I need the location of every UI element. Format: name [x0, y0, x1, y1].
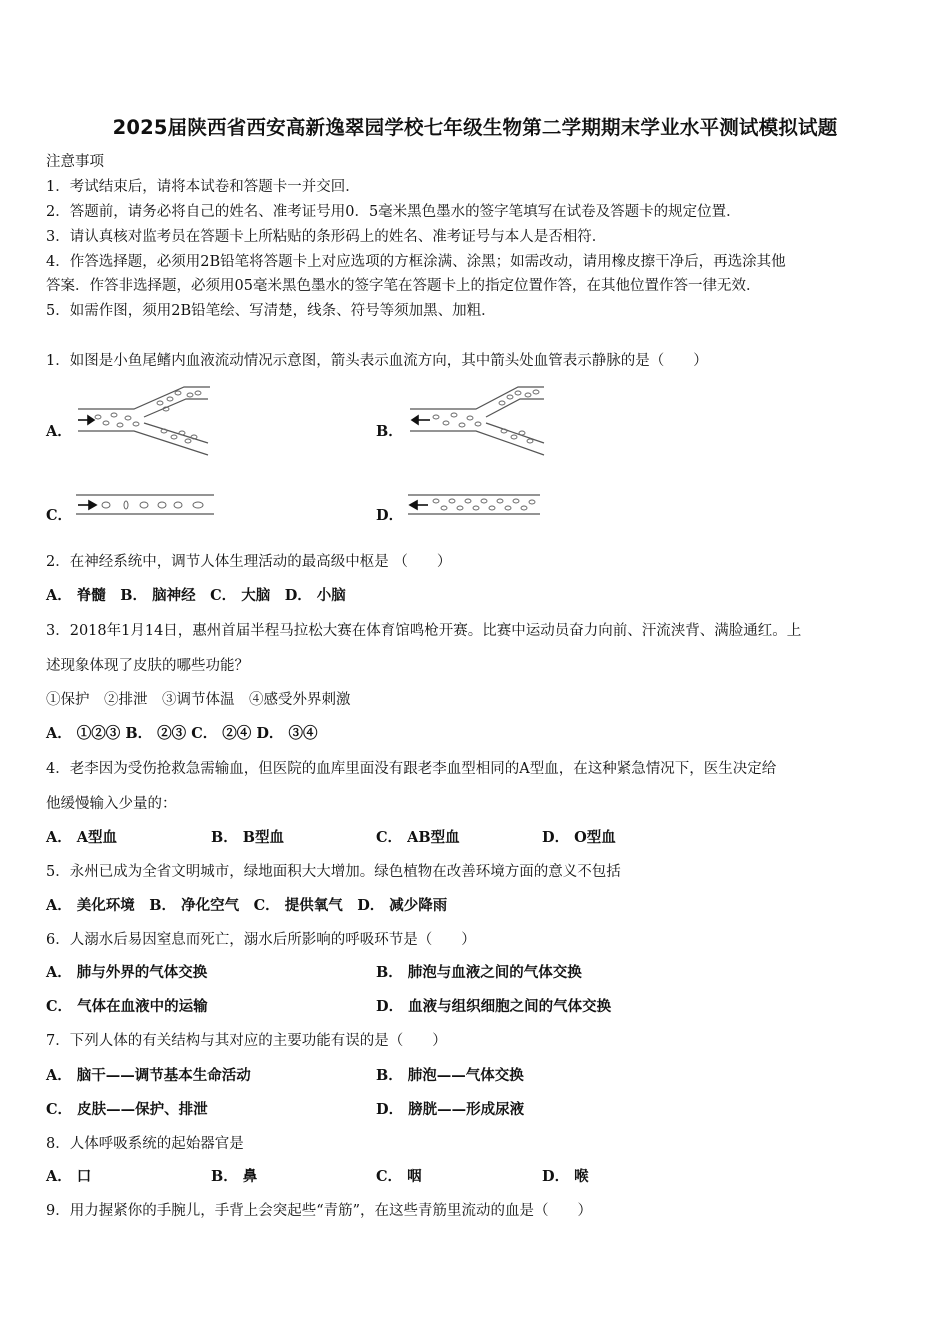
- q6-option-d: D． 血液与组织细胞之间的气体交换: [376, 998, 612, 1015]
- q7-option-c: C． 皮肤——保护、排泄: [46, 1101, 208, 1118]
- notes-item-4b: 答案．作答非选择题，必须用05毫米黑色墨水的签字笔在答题卡上的指定位置作答，在其他位置作答一律无效．: [46, 278, 761, 294]
- q6-option-a: A． 肺与外界的气体交换: [46, 964, 208, 981]
- notes-item-5: 5．如需作图，须用2B铅笔绘、写清楚，线条、符号等须加黑、加粗．: [46, 303, 496, 319]
- q9-stem: 9．用力握紧你的手腕儿，手背上会突起些“青筋”，在这些青筋里流动的血是（ ）: [46, 1203, 593, 1219]
- q7-option-d: D． 膀胱——形成尿液: [376, 1101, 525, 1118]
- q3-items: ①保护 ②排泄 ③调节体温 ④感受外界刺激: [46, 692, 351, 708]
- q1-figure-a: [74, 385, 214, 457]
- q6-stem: 6．人溺水后易因窒息而死亡，溺水后所影响的呼吸环节是（ ）: [46, 932, 476, 948]
- q5-options: A． 美化环境 B． 净化空气 C． 提供氧气 D． 减少降雨: [46, 897, 448, 914]
- q8-option-a: A． 口: [46, 1168, 92, 1185]
- notes-item-1: 1．考试结束后，请将本试卷和答题卡一并交回．: [46, 179, 360, 195]
- q7-option-b: B． 肺泡——气体交换: [376, 1067, 524, 1084]
- q6-option-b: B． 肺泡与血液之间的气体交换: [376, 964, 582, 981]
- q7-option-a: A． 脑干——调节基本生命活动: [46, 1067, 251, 1084]
- q1-figure-d: [406, 492, 542, 518]
- notes-item-4a: 4．作答选择题，必须用2B铅笔将答题卡上对应选项的方框涂满、涂黑；如需改动，请用橡皮擦干净后，再选涂其他: [46, 254, 786, 270]
- q4-option-c: C． AB型血: [376, 829, 460, 846]
- q1-option-a-label: A．: [46, 423, 72, 440]
- q1-figure-c: [74, 492, 216, 518]
- q4-option-a: A． A型血: [46, 829, 118, 846]
- q4-stem-line-1: 4．老李因为受伤抢救急需输血，但医院的血库里面没有跟老李血型相同的A型血，在这种紧急情况下，医生决定给: [46, 761, 777, 777]
- q4-option-d: D． O型血: [542, 829, 616, 846]
- notes-heading: 注意事项: [46, 154, 104, 170]
- q3-options: A． ①②③ B． ②③ C． ②④ D． ③④: [46, 725, 318, 742]
- q1-option-d-label: D．: [376, 507, 404, 524]
- q6-option-c: C． 气体在血液中的运输: [46, 998, 208, 1015]
- q7-stem: 7．下列人体的有关结构与其对应的主要功能有误的是（ ）: [46, 1033, 447, 1049]
- q1-option-b-label: B．: [376, 423, 403, 440]
- q1-stem: 1．如图是小鱼尾鳍内血液流动情况示意图，箭头表示血流方向，其中箭头处血管表示静脉的是（ ）: [46, 353, 708, 369]
- q5-stem: 5．永州已成为全省文明城市，绿地面积大大增加。绿色植物在改善环境方面的意义不包括: [46, 864, 621, 880]
- q8-option-b: B． 鼻: [211, 1168, 258, 1185]
- q1-option-c-label: C．: [46, 507, 73, 524]
- q3-stem-line-1: 3．2018年1月14日，惠州首届半程马拉松大赛在体育馆鸣枪开赛。比赛中运动员奋力向前、汗流浃背、满脸通红。上: [46, 623, 802, 639]
- page-title: 2025届陕西省西安高新逸翠园学校七年级生物第二学期期末学业水平测试模拟试题: [112, 116, 838, 139]
- q3-stem-line-2: 述现象体现了皮肤的哪些功能？: [46, 658, 249, 674]
- q8-option-d: D． 喉: [542, 1168, 589, 1185]
- q4-option-b: B． B型血: [211, 829, 285, 846]
- q8-option-c: C． 咽: [376, 1168, 422, 1185]
- q4-stem-line-2: 他缓慢输入少量的：: [46, 796, 177, 812]
- q2-stem: 2．在神经系统中，调节人体生理活动的最高级中枢是 （ ）: [46, 554, 452, 570]
- notes-item-2: 2．答题前，请务必将自己的姓名、准考证号用0．5毫米黑色墨水的签字笔填写在试卷及答题卡的规定位置．: [46, 204, 741, 220]
- q8-stem: 8．人体呼吸系统的起始器官是: [46, 1136, 244, 1152]
- notes-item-3: 3．请认真核对监考员在答题卡上所粘贴的条形码上的姓名、准考证号与本人是否相符．: [46, 229, 607, 245]
- q1-figure-b: [406, 385, 548, 457]
- q2-options: A． 脊髓 B． 脑神经 C． 大脑 D． 小脑: [46, 587, 346, 604]
